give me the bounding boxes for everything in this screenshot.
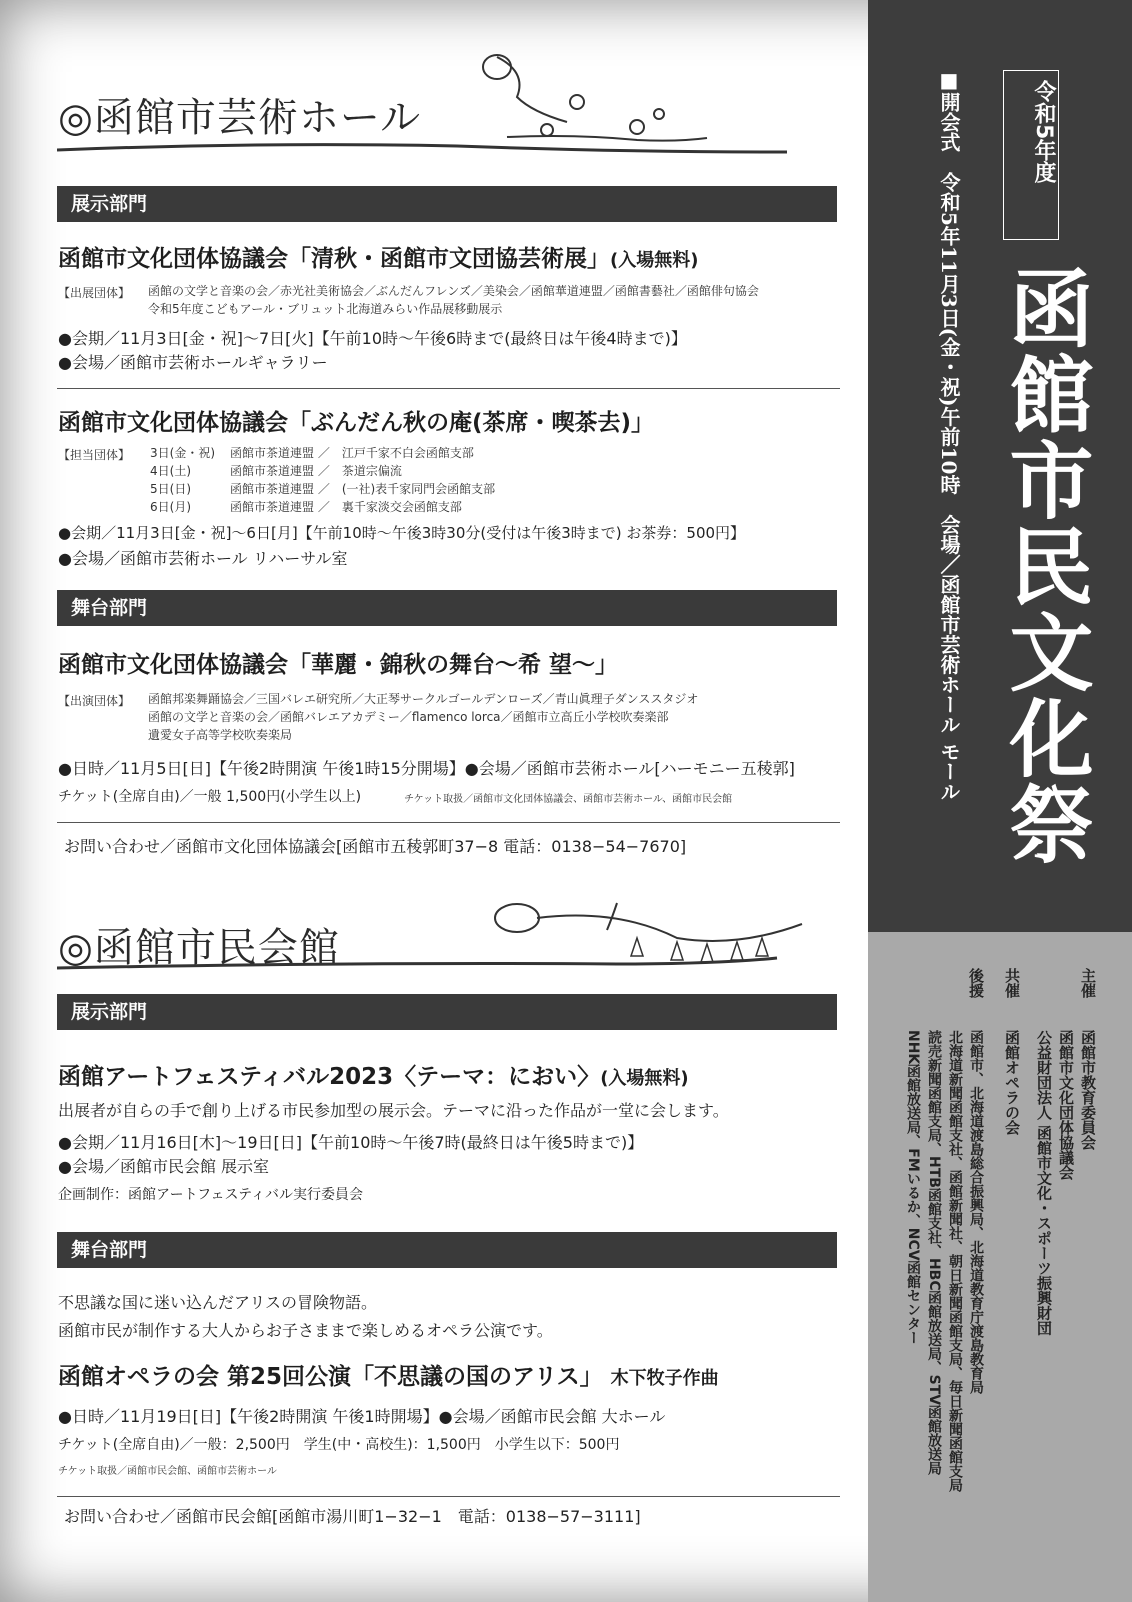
event-venue: ●会場／函館市民会館 展示室 [58, 1157, 270, 1176]
stage-section-bar: 舞台部門 [57, 590, 837, 626]
divider [57, 1496, 840, 1497]
supporter-item: 北海道新聞函館支社、函館新聞社、朝日新聞函館支局、毎日新聞函館支局 [947, 1030, 963, 1492]
divider [57, 388, 840, 389]
schedule-day: 4日(土) [150, 464, 191, 478]
flower-decoration [57, 898, 807, 978]
event-venue: ●会場／函館市芸術ホールギャラリー [58, 353, 328, 372]
supporter-item: NHK函館放送局、FMいるか、NCV函館センター [905, 1030, 921, 1345]
event-title-text: 函館市文化団体協議会「清秋・函館市文団協芸術展」 [58, 246, 610, 272]
group-label: 【出演団体】 [58, 694, 131, 708]
ticket-sales: チケット取扱／函館市民会館、函館市芸術ホール [58, 1466, 277, 1477]
group-label: 【担当団体】 [58, 448, 131, 462]
event-date: ●日時／11月19日[日]【午後2時開演 午後1時開場】●会場／函館市民会館 大ホール [58, 1407, 666, 1426]
schedule-day: 5日(日) [150, 482, 191, 496]
festival-title: 函館市民文化祭 [996, 265, 1095, 867]
cohost-label: 共催 [1003, 968, 1021, 998]
supporter-item: 読売新聞函館支局、HTB函館支社、HBC函館放送局、STV函館放送局 [926, 1030, 942, 1476]
year-badge-text: 令和5年度 [1031, 80, 1056, 184]
event-period: ●会期／11月3日[金・祝]～6日[月]【午前10時～午後3時30分(受付は午後3時まで) お茶券：500円】 [58, 524, 746, 542]
group-list: 函館の文学と音楽の会／函館バレエアカデミー／flamenco lorca／函館市立高丘小学校吹奏楽部 [148, 710, 669, 724]
sponsor-item: 函館市文化団体協議会 [1057, 1030, 1075, 1180]
free-entry-label: (入場無料) [610, 250, 699, 271]
cohost-item: 函館オペラの会 [1003, 1030, 1021, 1135]
event-title [58, 240, 698, 273]
group-list: 令和5年度こどもアール・ブリュット北海道みらい作品展移動展示 [148, 302, 503, 316]
event-title-text: 函館オペラの会 第25回公演「不思議の国のアリス」 [58, 1364, 603, 1390]
exhibit-section-bar: 展示部門 [57, 186, 837, 222]
event-title [58, 1358, 719, 1391]
schedule-group: 函館市茶道連盟 ／ 江戸千家不白会函館支部 [230, 446, 474, 460]
contact-info: お問い合わせ／函館市民会館[函館市湯川町1−32−1 電話：0138−57−3111] [64, 1507, 641, 1526]
divider [57, 822, 840, 823]
stage-section-bar: 舞台部門 [57, 1232, 837, 1268]
ticket-sales: チケット取扱／函館市文化団体協議会、函館市芸術ホール、函館市民会館 [404, 794, 733, 805]
opening-ceremony-info: ■開会式 令和5年11月3日(金・祝)午前10時 会場／函館市芸術ホール モール [937, 68, 961, 802]
supporter-item: 函館市、北海道渡島総合振興局、北海道教育庁渡島教育局 [968, 1030, 984, 1394]
ticket-info: チケット(全席自由)／一般：2,500円 学生(中・高校生)：1,500円 小学生以下：500円 [58, 1437, 620, 1453]
event-period: ●会期／11月3日[金・祝]～7日[火]【午前10時～午後6時まで(最終日は午後4時まで)】 [58, 329, 687, 348]
event-period: ●会期／11月16日[木]～19日[日]【午前10時～午後7時(最終日は午後5時まで)】 [58, 1133, 644, 1152]
event-description: 出展者が自らの手で創り上げる市民参加型の展示会。テーマに沿った作品が一堂に会します。 [58, 1101, 729, 1120]
sponsor-item: 公益財団法人 函館市文化・スポーツ振興財団 [1035, 1030, 1053, 1336]
producer-info: 企画制作：函館アートフェスティバル実行委員会 [58, 1187, 364, 1203]
flower-decoration [57, 42, 787, 162]
schedule-group: 函館市茶道連盟 ／ 裏千家淡交会函館支部 [230, 500, 462, 514]
contact-info: お問い合わせ／函館市文化団体協議会[函館市五稜郭町37−8 電話：0138−54−7670] [64, 837, 687, 856]
event-title-text: 函館アートフェスティバル2023〈テーマ：におい〉 [58, 1064, 601, 1090]
schedule-day: 6日(月) [150, 500, 191, 514]
group-label: 【出展団体】 [58, 286, 131, 300]
exhibit-section-bar: 展示部門 [57, 994, 837, 1030]
sponsor-item: 函館市教育委員会 [1079, 1030, 1097, 1150]
section-title-civic-hall: ◎函館市民会館 [58, 925, 340, 971]
event-title: 函館市文化団体協議会「華麗・錦秋の舞台～希 望～」 [58, 652, 619, 678]
event-title: 函館市文化団体協議会「ぶんだん秋の庵(茶席・喫茶去)」 [58, 410, 655, 436]
schedule-group: 函館市茶道連盟 ／ 茶道宗偏流 [230, 464, 402, 478]
support-label: 後援 [967, 968, 985, 998]
event-venue: ●会場／函館市芸術ホール リハーサル室 [58, 549, 348, 568]
event-description: 函館市民が制作する大人からお子さままで楽しめるオペラ公演です。 [58, 1321, 553, 1340]
sponsor-label: 主催 [1079, 968, 1097, 998]
free-entry-label: (入場無料) [600, 1068, 689, 1089]
event-title [58, 1058, 689, 1091]
section-title-art-hall: ◎函館市芸術ホール [58, 95, 422, 141]
event-description: 不思議な国に迷い込んだアリスの冒険物語。 [58, 1293, 378, 1312]
composer-label: 木下牧子作曲 [610, 1368, 719, 1389]
group-list: 遺愛女子高等学校吹奏楽局 [148, 728, 293, 742]
group-list: 函館の文学と音楽の会／赤光社美術協会／ぶんだんフレンズ／美染会／函館華道連盟／函館書藝社／函館俳句協会 [148, 284, 759, 298]
event-date: ●日時／11月5日[日]【午後2時開演 午後1時15分開場】●会場／函館市芸術ホール[ハーモニー五稜郭] [58, 759, 795, 778]
group-list: 函館邦楽舞踊協会／三国バレエ研究所／大正琴サークルゴールデンローズ／青山眞理子ダンススタジオ [148, 692, 699, 706]
schedule-day: 3日(金・祝) [150, 446, 215, 460]
schedule-group: 函館市茶道連盟 ／ (一社)表千家同門会函館支部 [230, 482, 496, 496]
ticket-info: チケット(全席自由)／一般 1,500円(小学生以上) [58, 789, 362, 805]
